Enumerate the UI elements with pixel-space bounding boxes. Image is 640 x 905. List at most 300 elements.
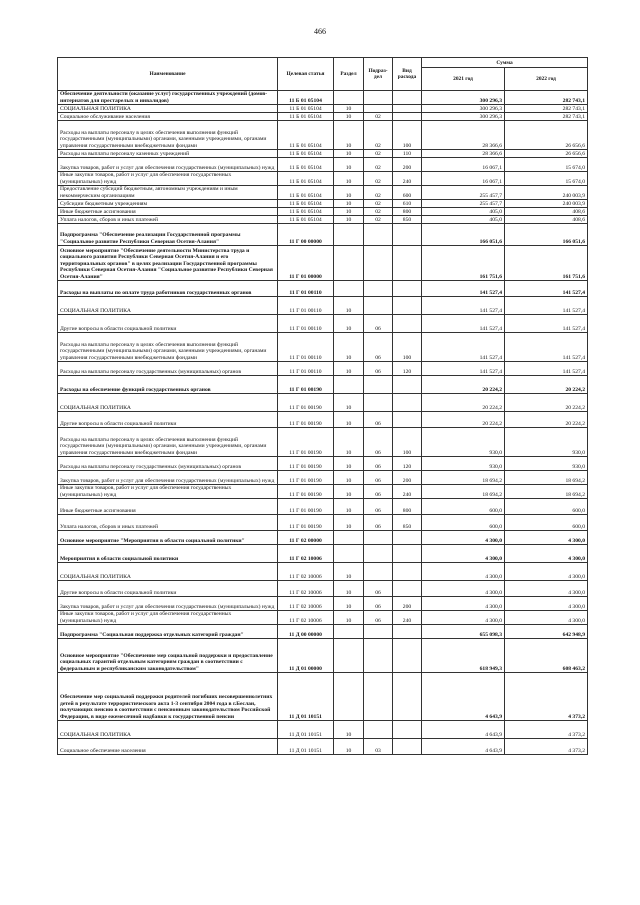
cell-target: 11 Г 01 00110 xyxy=(278,297,334,315)
table-row xyxy=(58,639,588,673)
cell-subsection: 06 xyxy=(364,362,393,376)
cell-section: 10 xyxy=(334,485,364,499)
cell-2022: 161 751,6 xyxy=(505,246,588,281)
cell-subsection xyxy=(364,281,393,297)
cell-name: Социальное обслуживание населения xyxy=(58,113,278,121)
header-name: Наименование xyxy=(58,58,278,91)
table-row xyxy=(58,216,588,224)
table-row xyxy=(58,581,588,597)
cell-subsection xyxy=(364,563,393,581)
cell-2022: 15 674,0 xyxy=(505,158,588,172)
cell-section: 10 xyxy=(334,216,364,224)
table-row xyxy=(58,563,588,581)
cell-name: Подпрограмма "Социальная поддержка отдельных категорий граждан" xyxy=(58,625,278,639)
cell-section xyxy=(334,376,364,394)
cell-2021: 141 527,4 xyxy=(422,362,505,376)
cell-name: Социальное обеспечение населения xyxy=(58,739,278,755)
cell-2021: 4 300,0 xyxy=(422,597,505,611)
table-row xyxy=(58,611,588,625)
table-row xyxy=(58,471,588,485)
cell-2021: 18 694,2 xyxy=(422,485,505,499)
cell-2022: 4 373,2 xyxy=(505,739,588,755)
table-row xyxy=(58,158,588,172)
cell-2022: 15 674,0 xyxy=(505,172,588,186)
cell-section: 10 xyxy=(334,172,364,186)
cell-expense: 240 xyxy=(393,611,422,625)
cell-target: 11 Г 02 10006 xyxy=(278,611,334,625)
cell-subsection: 02 xyxy=(364,172,393,186)
cell-2021: 166 051,6 xyxy=(422,224,505,246)
cell-expense: 200 xyxy=(393,471,422,485)
cell-section: 10 xyxy=(334,563,364,581)
table-row xyxy=(58,150,588,158)
cell-section: 10 xyxy=(334,428,364,457)
table-body xyxy=(58,91,588,755)
table-row xyxy=(58,515,588,531)
cell-2022: 282 743,1 xyxy=(505,105,588,113)
cell-target: 11 Б 01 05104 xyxy=(278,158,334,172)
cell-target: 11 Д 01 10151 xyxy=(278,739,334,755)
cell-expense xyxy=(393,224,422,246)
cell-section: 10 xyxy=(334,457,364,471)
cell-name: Иные бюджетные ассигнования xyxy=(58,208,278,216)
cell-name: Предоставление субсидий бюджетным, автономным учреждениям и иным некоммерческим организациям xyxy=(58,186,278,200)
cell-subsection xyxy=(364,246,393,281)
cell-subsection xyxy=(364,224,393,246)
cell-section: 10 xyxy=(334,200,364,208)
cell-section: 10 xyxy=(334,412,364,428)
cell-section xyxy=(334,673,364,721)
cell-subsection: 02 xyxy=(364,121,393,150)
cell-section: 10 xyxy=(334,499,364,515)
cell-2021: 405,0 xyxy=(422,208,505,216)
cell-expense: 850 xyxy=(393,515,422,531)
cell-section: 10 xyxy=(334,515,364,531)
cell-2021: 141 527,4 xyxy=(422,297,505,315)
cell-name: Расходы на выплаты по оплате труда работников государственных органов xyxy=(58,281,278,297)
cell-2022: 4 373,2 xyxy=(505,721,588,739)
table-row xyxy=(58,297,588,315)
table-row xyxy=(58,376,588,394)
cell-name: Основное мероприятие "Обеспечение деятельности Министерства труда и социального развития Республики Северная Осетия-Алания и его территориальных органов" в целях реализации Государственной программы Республики Северная Осетия-Алания "Социальное развитие Республики Северная Осетия-Алания" xyxy=(58,246,278,281)
cell-2022: 4 300,0 xyxy=(505,545,588,563)
cell-2022: 141 527,4 xyxy=(505,362,588,376)
cell-expense: 800 xyxy=(393,499,422,515)
cell-name: Расходы на выплаты персоналу в целях обеспечения выполнения функций государственными (муниципальными) органами, казенными учреждениями, органами управления государственными внебюджетными фондами xyxy=(58,333,278,362)
cell-expense xyxy=(393,297,422,315)
cell-expense: 240 xyxy=(393,485,422,499)
cell-target: 11 Г 01 00110 xyxy=(278,315,334,333)
cell-expense: 610 xyxy=(393,200,422,208)
cell-2021: 28 366,6 xyxy=(422,121,505,150)
cell-2021: 405,0 xyxy=(422,216,505,224)
table-row xyxy=(58,485,588,499)
header-section: Раздел xyxy=(334,58,364,91)
cell-name: Расходы на выплаты персоналу в целях обеспечения выполнения функций государственными (муниципальными) органами, казенными учреждениями, органами управления государственными внебюджетными фондами xyxy=(58,121,278,150)
cell-2022: 18 694,2 xyxy=(505,485,588,499)
cell-2021: 300 296,3 xyxy=(422,113,505,121)
cell-2021: 255 457,7 xyxy=(422,186,505,200)
cell-section: 10 xyxy=(334,611,364,625)
table-row xyxy=(58,721,588,739)
cell-subsection: 06 xyxy=(364,333,393,362)
cell-name: СОЦИАЛЬНАЯ ПОЛИТИКА xyxy=(58,563,278,581)
cell-name: Иные закупки товаров, работ и услуг для обеспечения государственных (муниципальных) нужд xyxy=(58,172,278,186)
cell-target: 11 Д 01 10151 xyxy=(278,673,334,721)
table-row xyxy=(58,673,588,721)
table-row xyxy=(58,739,588,755)
table-row xyxy=(58,412,588,428)
cell-name: Основное мероприятие "Обеспечение мер социальной поддержки и предоставление социальных гарантий отдельным категориям граждан в соответствии с федеральным и республиканским законодательством" xyxy=(58,639,278,673)
cell-subsection: 02 xyxy=(364,150,393,158)
cell-section: 10 xyxy=(334,581,364,597)
cell-name: Мероприятия в области социальной политики xyxy=(58,545,278,563)
cell-expense: 240 xyxy=(393,172,422,186)
cell-name: СОЦИАЛЬНАЯ ПОЛИТИКА xyxy=(58,721,278,739)
cell-subsection xyxy=(364,105,393,113)
cell-section: 10 xyxy=(334,471,364,485)
cell-name: Уплата налогов, сборов и иных платежей xyxy=(58,515,278,531)
cell-subsection: 06 xyxy=(364,597,393,611)
cell-2022: 20 224,2 xyxy=(505,412,588,428)
cell-section: 10 xyxy=(334,121,364,150)
cell-subsection: 06 xyxy=(364,457,393,471)
cell-subsection: 02 xyxy=(364,200,393,208)
cell-expense: 850 xyxy=(393,216,422,224)
cell-expense xyxy=(393,91,422,105)
table-row xyxy=(58,121,588,150)
cell-name: Другие вопросы в области социальной политики xyxy=(58,581,278,597)
cell-expense xyxy=(393,531,422,545)
table-row xyxy=(58,597,588,611)
cell-target: 11 Г 01 00110 xyxy=(278,333,334,362)
cell-section: 10 xyxy=(334,158,364,172)
header-2021: 2021 год xyxy=(422,68,505,91)
cell-section: 10 xyxy=(334,186,364,200)
cell-target: 11 Б 01 05104 xyxy=(278,121,334,150)
cell-target: 11 Б 01 05104 xyxy=(278,91,334,105)
cell-subsection xyxy=(364,531,393,545)
cell-2021: 4 300,0 xyxy=(422,563,505,581)
cell-subsection xyxy=(364,91,393,105)
cell-target: 11 Г 02 00000 xyxy=(278,531,334,545)
cell-2021: 16 067,1 xyxy=(422,172,505,186)
cell-section xyxy=(334,531,364,545)
cell-target: 11 Б 01 05104 xyxy=(278,186,334,200)
table-row xyxy=(58,625,588,639)
table-row xyxy=(58,394,588,412)
table-row xyxy=(58,200,588,208)
cell-2021: 161 751,6 xyxy=(422,246,505,281)
cell-name: СОЦИАЛЬНАЯ ПОЛИТИКА xyxy=(58,394,278,412)
cell-subsection: 06 xyxy=(364,412,393,428)
cell-name: Обеспечение деятельности (оказание услуг) государственных учреждений (домов-интернатов для престарелых и инвалидов) xyxy=(58,91,278,105)
cell-subsection: 02 xyxy=(364,113,393,121)
budget-table xyxy=(57,57,588,755)
header-target: Целевая статья xyxy=(278,58,334,91)
cell-expense xyxy=(393,394,422,412)
cell-subsection xyxy=(364,625,393,639)
cell-2022: 20 224,2 xyxy=(505,376,588,394)
cell-2022: 4 300,0 xyxy=(505,531,588,545)
cell-name: Иные закупки товаров, работ и услуг для обеспечения государственных (муниципальных) нужд xyxy=(58,611,278,625)
cell-2021: 20 224,2 xyxy=(422,376,505,394)
cell-2022: 282 743,1 xyxy=(505,91,588,105)
cell-target: 11 Г 02 10006 xyxy=(278,581,334,597)
cell-target: 11 Б 01 05104 xyxy=(278,208,334,216)
cell-2021: 28 366,6 xyxy=(422,150,505,158)
cell-name: Обеспечение мер социальной поддержки родителей погибших несовершеннолетних детей в результате террористического акта 1-3 сентября 2004 года в г.Беслан, получающих пенсию в соответствии с пенсионным законодательством Российской Федерации, в виде ежемесячной надбавки к государственной пенсии xyxy=(58,673,278,721)
cell-subsection: 06 xyxy=(364,428,393,457)
cell-target: 11 Г 01 00190 xyxy=(278,515,334,531)
cell-name: Основное мероприятие "Мероприятия в области социальной политики" xyxy=(58,531,278,545)
cell-target: 11 Г 01 00190 xyxy=(278,376,334,394)
header-subsection: Подраз-дел xyxy=(364,58,393,91)
cell-2022: 600,0 xyxy=(505,515,588,531)
cell-target: 11 Д 01 00000 xyxy=(278,639,334,673)
cell-2022: 166 051,6 xyxy=(505,224,588,246)
table-row xyxy=(58,208,588,216)
cell-expense xyxy=(393,376,422,394)
cell-2021: 4 300,0 xyxy=(422,545,505,563)
cell-expense xyxy=(393,721,422,739)
table-row xyxy=(58,315,588,333)
cell-section: 10 xyxy=(334,597,364,611)
cell-2022: 141 527,4 xyxy=(505,281,588,297)
cell-target: 11 Б 01 05104 xyxy=(278,216,334,224)
cell-2021: 4 643,9 xyxy=(422,739,505,755)
cell-2021: 141 527,4 xyxy=(422,281,505,297)
cell-section: 10 xyxy=(334,150,364,158)
cell-section: 10 xyxy=(334,333,364,362)
cell-2021: 141 527,4 xyxy=(422,333,505,362)
table-row xyxy=(58,91,588,105)
cell-section xyxy=(334,246,364,281)
cell-subsection xyxy=(364,673,393,721)
cell-expense xyxy=(393,315,422,333)
cell-expense: 100 xyxy=(393,428,422,457)
cell-expense: 100 xyxy=(393,333,422,362)
table-row xyxy=(58,531,588,545)
cell-expense: 120 xyxy=(393,457,422,471)
cell-name: Расходы на выплаты персоналу казенных учреждений xyxy=(58,150,278,158)
cell-section xyxy=(334,625,364,639)
cell-target: 11 Д 01 10151 xyxy=(278,721,334,739)
cell-name: Расходы на выплаты персоналу в целях обеспечения выполнения функций государственными (муниципальными) органами, казенными учреждениями, органами управления государственными внебюджетными фондами xyxy=(58,428,278,457)
cell-2021: 930,0 xyxy=(422,457,505,471)
cell-2022: 141 527,4 xyxy=(505,315,588,333)
cell-subsection: 06 xyxy=(364,515,393,531)
cell-expense: 800 xyxy=(393,208,422,216)
cell-subsection: 06 xyxy=(364,499,393,515)
cell-target: 11 Г 01 00110 xyxy=(278,281,334,297)
cell-2021: 300 296,3 xyxy=(422,105,505,113)
cell-2022: 4 373,2 xyxy=(505,673,588,721)
cell-target: 11 Г 01 00110 xyxy=(278,362,334,376)
cell-expense: 200 xyxy=(393,158,422,172)
cell-2022: 4 300,0 xyxy=(505,611,588,625)
cell-subsection: 06 xyxy=(364,581,393,597)
cell-2021: 600,0 xyxy=(422,515,505,531)
cell-expense xyxy=(393,739,422,755)
cell-subsection: 06 xyxy=(364,485,393,499)
cell-subsection: 06 xyxy=(364,315,393,333)
table-row xyxy=(58,333,588,362)
cell-name: Иные бюджетные ассигнования xyxy=(58,499,278,515)
cell-2022: 20 224,2 xyxy=(505,394,588,412)
cell-2021: 255 457,7 xyxy=(422,200,505,208)
cell-target: 11 Б 01 05104 xyxy=(278,105,334,113)
cell-section: 10 xyxy=(334,105,364,113)
cell-target: 11 Г 01 00190 xyxy=(278,471,334,485)
cell-2022: 141 527,4 xyxy=(505,333,588,362)
cell-target: 11 Б 01 05104 xyxy=(278,172,334,186)
cell-name: Закупка товаров, работ и услуг для обеспечения государственных (муниципальных) нужд xyxy=(58,597,278,611)
cell-expense xyxy=(393,545,422,563)
cell-section: 10 xyxy=(334,362,364,376)
cell-expense: 110 xyxy=(393,150,422,158)
cell-subsection: 03 xyxy=(364,739,393,755)
cell-2021: 20 224,2 xyxy=(422,412,505,428)
cell-section xyxy=(334,545,364,563)
cell-subsection: 02 xyxy=(364,208,393,216)
cell-section: 10 xyxy=(334,394,364,412)
cell-target: 11 Г 01 00000 xyxy=(278,246,334,281)
table-row xyxy=(58,499,588,515)
cell-2021: 16 067,1 xyxy=(422,158,505,172)
cell-2021: 930,0 xyxy=(422,428,505,457)
cell-name: Закупка товаров, работ и услуг для обеспечения государственных (муниципальных) нужд xyxy=(58,158,278,172)
cell-expense xyxy=(393,639,422,673)
header-expense: Вид расхода xyxy=(393,58,422,91)
cell-expense xyxy=(393,673,422,721)
cell-section: 10 xyxy=(334,739,364,755)
table-row xyxy=(58,362,588,376)
cell-2022: 608 463,2 xyxy=(505,639,588,673)
cell-expense xyxy=(393,412,422,428)
cell-subsection xyxy=(364,639,393,673)
cell-name: Подпрограмма "Обеспечение реализации Государственной программы "Социальное развитие Республики Северная Осетия-Алания" xyxy=(58,224,278,246)
cell-target: 11 Г 01 00190 xyxy=(278,485,334,499)
cell-2022: 240 003,9 xyxy=(505,186,588,200)
cell-2022: 930,0 xyxy=(505,457,588,471)
cell-2021: 4 300,0 xyxy=(422,531,505,545)
cell-2022: 26 656,6 xyxy=(505,150,588,158)
cell-section xyxy=(334,224,364,246)
cell-expense: 100 xyxy=(393,121,422,150)
cell-section: 10 xyxy=(334,315,364,333)
page-number: 466 xyxy=(314,27,326,36)
cell-2022: 408,6 xyxy=(505,216,588,224)
cell-2022: 642 948,9 xyxy=(505,625,588,639)
cell-expense xyxy=(393,281,422,297)
cell-expense xyxy=(393,113,422,121)
cell-subsection: 02 xyxy=(364,216,393,224)
cell-name: СОЦИАЛЬНАЯ ПОЛИТИКА xyxy=(58,297,278,315)
cell-2021: 18 694,2 xyxy=(422,471,505,485)
cell-2021: 20 224,2 xyxy=(422,394,505,412)
table-row xyxy=(58,172,588,186)
header-2022: 2022 год xyxy=(505,68,588,91)
cell-target: 11 Д 00 00000 xyxy=(278,625,334,639)
cell-target: 11 Б 01 05104 xyxy=(278,150,334,158)
cell-2021: 4 643,9 xyxy=(422,673,505,721)
cell-section xyxy=(334,91,364,105)
cell-2021: 300 296,3 xyxy=(422,91,505,105)
table-row xyxy=(58,186,588,200)
cell-name: Закупка товаров, работ и услуг для обеспечения государственных (муниципальных) нужд xyxy=(58,471,278,485)
cell-name: Расходы на выплаты персоналу государственных (муниципальных) органов xyxy=(58,362,278,376)
cell-expense xyxy=(393,625,422,639)
table-row xyxy=(58,545,588,563)
cell-target: 11 Г 02 10006 xyxy=(278,563,334,581)
cell-subsection: 02 xyxy=(364,186,393,200)
cell-2021: 141 527,4 xyxy=(422,315,505,333)
cell-section: 10 xyxy=(334,297,364,315)
header-sum: Сумма xyxy=(422,58,588,68)
table-row xyxy=(58,224,588,246)
cell-name: СОЦИАЛЬНАЯ ПОЛИТИКА xyxy=(58,105,278,113)
cell-expense xyxy=(393,581,422,597)
cell-name: Другие вопросы в области социальной политики xyxy=(58,412,278,428)
cell-section xyxy=(334,281,364,297)
table-row xyxy=(58,246,588,281)
cell-subsection xyxy=(364,394,393,412)
cell-2022: 18 694,2 xyxy=(505,471,588,485)
cell-2022: 4 300,0 xyxy=(505,563,588,581)
cell-expense xyxy=(393,105,422,113)
cell-target: 11 Б 01 05104 xyxy=(278,200,334,208)
cell-subsection: 06 xyxy=(364,611,393,625)
table-row xyxy=(58,105,588,113)
cell-target: 11 Г 01 00190 xyxy=(278,412,334,428)
cell-expense: 600 xyxy=(393,186,422,200)
cell-2021: 4 300,0 xyxy=(422,611,505,625)
cell-target: 11 Б 01 05104 xyxy=(278,113,334,121)
cell-expense: 200 xyxy=(393,597,422,611)
cell-2022: 240 003,9 xyxy=(505,200,588,208)
cell-2022: 4 300,0 xyxy=(505,581,588,597)
cell-subsection xyxy=(364,376,393,394)
table-row xyxy=(58,113,588,121)
cell-target: 11 Г 02 10006 xyxy=(278,597,334,611)
cell-2021: 600,0 xyxy=(422,499,505,515)
cell-expense xyxy=(393,246,422,281)
cell-name: Субсидии бюджетным учреждениям xyxy=(58,200,278,208)
cell-2022: 141 527,4 xyxy=(505,297,588,315)
cell-name: Иные закупки товаров, работ и услуг для обеспечения государственных (муниципальных) нужд xyxy=(58,485,278,499)
cell-target: 11 Г 00 00000 xyxy=(278,224,334,246)
cell-target: 11 Г 01 00190 xyxy=(278,499,334,515)
cell-section: 10 xyxy=(334,113,364,121)
table-row xyxy=(58,281,588,297)
cell-subsection: 06 xyxy=(364,471,393,485)
cell-2022: 600,0 xyxy=(505,499,588,515)
cell-section: 10 xyxy=(334,208,364,216)
cell-2021: 618 949,3 xyxy=(422,639,505,673)
cell-subsection xyxy=(364,545,393,563)
cell-name: Другие вопросы в области социальной политики xyxy=(58,315,278,333)
cell-2022: 282 743,1 xyxy=(505,113,588,121)
cell-2022: 26 656,6 xyxy=(505,121,588,150)
table-row xyxy=(58,428,588,457)
cell-subsection: 02 xyxy=(364,158,393,172)
header-row-top xyxy=(58,58,588,68)
cell-2022: 4 300,0 xyxy=(505,597,588,611)
cell-expense: 120 xyxy=(393,362,422,376)
cell-section xyxy=(334,639,364,673)
cell-target: 11 Г 01 00190 xyxy=(278,428,334,457)
